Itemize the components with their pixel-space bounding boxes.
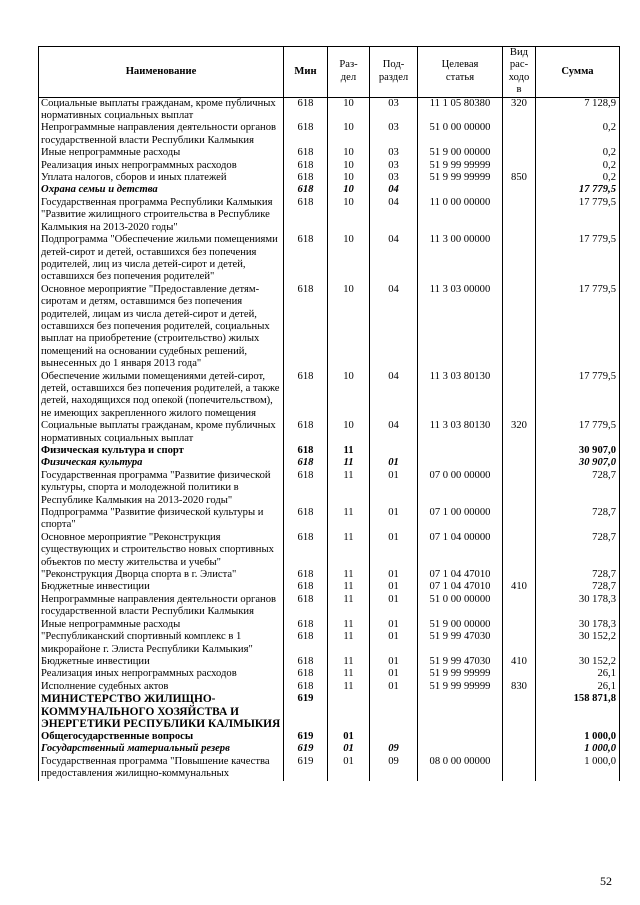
cell-target: 07 0 00 00000 xyxy=(418,470,503,507)
cell-podrazdel: 01 xyxy=(370,656,418,668)
table-row xyxy=(39,457,620,469)
table-row xyxy=(39,172,620,184)
cell-sum: 1 000,0 xyxy=(536,743,620,755)
cell-sum: 158 871,8 xyxy=(536,693,620,731)
cell-target xyxy=(418,731,503,743)
cell-name: Государственный материальный резерв xyxy=(39,743,284,755)
cell-min: 618 xyxy=(284,507,328,532)
cell-name: Исполнение судебных актов xyxy=(39,681,284,693)
cell-target: 07 1 04 00000 xyxy=(418,532,503,569)
cell-vid xyxy=(503,569,536,581)
cell-min: 618 xyxy=(284,619,328,631)
cell-vid: 410 xyxy=(503,656,536,668)
cell-name: Бюджетные инвестиции xyxy=(39,656,284,668)
cell-razdel: 01 xyxy=(328,743,370,755)
cell-razdel: 01 xyxy=(328,731,370,743)
cell-target: 51 9 99 99999 xyxy=(418,172,503,184)
cell-target xyxy=(418,743,503,755)
table-row xyxy=(39,234,620,284)
cell-min: 618 xyxy=(284,97,328,122)
cell-target: 11 3 03 80130 xyxy=(418,371,503,421)
cell-min: 618 xyxy=(284,581,328,593)
cell-sum: 728,7 xyxy=(536,470,620,507)
table-row xyxy=(39,731,620,743)
table-row xyxy=(39,147,620,159)
cell-razdel: 11 xyxy=(328,656,370,668)
cell-razdel: 10 xyxy=(328,420,370,445)
cell-name: Государственная программа "Развитие физической культуры, спорта и молодежной политики в Республике Калмыкия на 2013-2020 годы" xyxy=(39,470,284,507)
table-row xyxy=(39,631,620,656)
cell-vid xyxy=(503,457,536,469)
cell-target: 07 1 00 00000 xyxy=(418,507,503,532)
cell-razdel: 10 xyxy=(328,371,370,421)
cell-podrazdel: 03 xyxy=(370,97,418,122)
table-row xyxy=(39,619,620,631)
cell-target xyxy=(418,445,503,457)
cell-min: 618 xyxy=(284,470,328,507)
cell-vid xyxy=(503,668,536,680)
cell-sum: 0,2 xyxy=(536,147,620,159)
cell-podrazdel: 01 xyxy=(370,668,418,680)
table-row xyxy=(39,743,620,755)
cell-sum: 728,7 xyxy=(536,581,620,593)
cell-vid xyxy=(503,743,536,755)
cell-min: 619 xyxy=(284,693,328,731)
cell-name: Подпрограмма "Развитие физической культуры и спорта" xyxy=(39,507,284,532)
table-row xyxy=(39,681,620,693)
cell-name: Иные непрограммные расходы xyxy=(39,619,284,631)
cell-vid xyxy=(503,731,536,743)
cell-podrazdel: 01 xyxy=(370,594,418,619)
cell-sum: 0,2 xyxy=(536,172,620,184)
cell-target: 51 9 99 99999 xyxy=(418,681,503,693)
table-row xyxy=(39,569,620,581)
cell-podrazdel: 01 xyxy=(370,470,418,507)
cell-podrazdel: 03 xyxy=(370,147,418,159)
cell-target: 11 1 05 80380 xyxy=(418,97,503,122)
cell-razdel: 11 xyxy=(328,668,370,680)
header-min: Мин xyxy=(284,47,328,98)
header-podrazdel: Под- раздел xyxy=(370,47,418,98)
cell-vid: 320 xyxy=(503,97,536,122)
cell-min: 618 xyxy=(284,681,328,693)
cell-target: 51 9 00 00000 xyxy=(418,147,503,159)
cell-sum: 30 178,3 xyxy=(536,619,620,631)
cell-sum: 1 000,0 xyxy=(536,731,620,743)
cell-name: Обеспечение жилыми помещениями детей-сирот, детей, оставшихся без попечения родителей, а также детей, находящихся под опекой (попечительством), не имеющих закрепленного жилого помещения xyxy=(39,371,284,421)
cell-razdel: 10 xyxy=(328,197,370,234)
cell-target: 07 1 04 47010 xyxy=(418,581,503,593)
cell-sum: 26,1 xyxy=(536,681,620,693)
cell-min: 618 xyxy=(284,184,328,196)
cell-sum: 0,2 xyxy=(536,122,620,147)
header-name: Наименование xyxy=(39,47,284,98)
cell-name: Реализация иных непрограммных расходов xyxy=(39,668,284,680)
table-row xyxy=(39,594,620,619)
cell-podrazdel: 04 xyxy=(370,420,418,445)
table-row xyxy=(39,97,620,122)
table-row xyxy=(39,371,620,421)
cell-podrazdel: 01 xyxy=(370,631,418,656)
page-number: 52 xyxy=(600,874,612,888)
cell-name: Государственная программа "Повышение качества предоставления жилищно-коммунальных xyxy=(39,756,284,781)
cell-vid xyxy=(503,507,536,532)
cell-razdel: 11 xyxy=(328,619,370,631)
cell-razdel: 11 xyxy=(328,457,370,469)
cell-sum: 17 779,5 xyxy=(536,371,620,421)
cell-vid xyxy=(503,371,536,421)
cell-podrazdel: 01 xyxy=(370,457,418,469)
cell-vid xyxy=(503,619,536,631)
cell-min: 618 xyxy=(284,569,328,581)
table-row xyxy=(39,184,620,196)
cell-target: 08 0 00 00000 xyxy=(418,756,503,781)
cell-min: 618 xyxy=(284,284,328,371)
table-body xyxy=(39,97,620,780)
cell-name: Физическая культура xyxy=(39,457,284,469)
cell-vid xyxy=(503,122,536,147)
table-row xyxy=(39,284,620,371)
cell-razdel: 11 xyxy=(328,445,370,457)
cell-target xyxy=(418,457,503,469)
cell-vid xyxy=(503,160,536,172)
cell-podrazdel: 01 xyxy=(370,581,418,593)
cell-sum: 17 779,5 xyxy=(536,420,620,445)
cell-min: 618 xyxy=(284,420,328,445)
cell-vid xyxy=(503,234,536,284)
cell-name: МИНИСТЕРСТВО ЖИЛИЩНО-КОММУНАЛЬНОГО ХОЗЯЙСТВА И ЭНЕРГЕТИКИ РЕСПУБЛИКИ КАЛМЫКИЯ xyxy=(39,693,284,731)
cell-sum: 0,2 xyxy=(536,160,620,172)
cell-vid xyxy=(503,197,536,234)
cell-sum: 30 907,0 xyxy=(536,457,620,469)
cell-sum: 17 779,5 xyxy=(536,184,620,196)
cell-razdel: 10 xyxy=(328,122,370,147)
cell-podrazdel: 04 xyxy=(370,284,418,371)
cell-podrazdel: 04 xyxy=(370,371,418,421)
cell-name: Непрограммные направления деятельности органов государственной власти Республики Калмыкия xyxy=(39,122,284,147)
cell-target xyxy=(418,184,503,196)
cell-name: Иные непрограммные расходы xyxy=(39,147,284,159)
cell-name: Бюджетные инвестиции xyxy=(39,581,284,593)
cell-sum: 1 000,0 xyxy=(536,756,620,781)
cell-podrazdel xyxy=(370,693,418,731)
cell-name: Подпрограмма "Обеспечение жильми помещениями детей-сирот и детей, оставшихся без попечения родителей, лиц из числа детей-сирот и детей, оставшихся без попечения родителей" xyxy=(39,234,284,284)
cell-target: 07 1 04 47010 xyxy=(418,569,503,581)
cell-podrazdel: 01 xyxy=(370,619,418,631)
cell-podrazdel xyxy=(370,731,418,743)
cell-vid xyxy=(503,184,536,196)
cell-podrazdel: 04 xyxy=(370,234,418,284)
cell-razdel: 11 xyxy=(328,631,370,656)
cell-razdel: 11 xyxy=(328,507,370,532)
cell-min: 618 xyxy=(284,197,328,234)
cell-sum: 17 779,5 xyxy=(536,197,620,234)
cell-min: 619 xyxy=(284,743,328,755)
cell-podrazdel: 04 xyxy=(370,184,418,196)
cell-podrazdel: 03 xyxy=(370,172,418,184)
cell-vid xyxy=(503,147,536,159)
cell-razdel: 10 xyxy=(328,147,370,159)
table-row xyxy=(39,197,620,234)
table-row xyxy=(39,693,620,731)
cell-razdel: 11 xyxy=(328,470,370,507)
cell-vid xyxy=(503,594,536,619)
table-row xyxy=(39,656,620,668)
cell-sum: 728,7 xyxy=(536,507,620,532)
cell-razdel: 10 xyxy=(328,160,370,172)
cell-min: 618 xyxy=(284,160,328,172)
cell-target: 11 3 03 80130 xyxy=(418,420,503,445)
cell-name: Основное мероприятие "Предоставление детям-сиротам и детям, оставшимся без попечения родителей, лицам из числа детей-сирот и детей, оставшихся без попечения родителей, социальных выплат на приобретение (строительство) жилых помещений на основании судебных решений, вынесенных до 1 января 2013 года" xyxy=(39,284,284,371)
cell-name: Основное мероприятие "Реконструкция существующих и строительство новых спортивных объектов по месту жительства и учебы" xyxy=(39,532,284,569)
cell-min: 618 xyxy=(284,172,328,184)
cell-razdel: 11 xyxy=(328,581,370,593)
cell-target: 51 0 00 00000 xyxy=(418,594,503,619)
cell-min: 618 xyxy=(284,234,328,284)
cell-vid: 320 xyxy=(503,420,536,445)
cell-vid: 830 xyxy=(503,681,536,693)
cell-target: 51 9 99 99999 xyxy=(418,668,503,680)
cell-name: Общегосударственные вопросы xyxy=(39,731,284,743)
cell-name: Государственная программа Республики Калмыкия "Развитие жилищного строительства в Республике Калмыкия на 2013-2020 годы" xyxy=(39,197,284,234)
cell-razdel: 11 xyxy=(328,569,370,581)
cell-name: "Республиканский спортивный комплекс в 1 микрорайоне г. Элиста Республики Калмыкия" xyxy=(39,631,284,656)
cell-sum: 7 128,9 xyxy=(536,97,620,122)
cell-name: Социальные выплаты гражданам, кроме публичных нормативных социальных выплат xyxy=(39,420,284,445)
cell-razdel: 11 xyxy=(328,681,370,693)
cell-target: 11 3 03 00000 xyxy=(418,284,503,371)
cell-min: 618 xyxy=(284,532,328,569)
cell-podrazdel xyxy=(370,445,418,457)
cell-vid xyxy=(503,470,536,507)
header-sum: Сумма xyxy=(536,47,620,98)
table-row xyxy=(39,470,620,507)
header-vid: Вид рас- ходо в xyxy=(503,47,536,98)
cell-vid xyxy=(503,284,536,371)
cell-sum: 17 779,5 xyxy=(536,284,620,371)
cell-podrazdel: 09 xyxy=(370,756,418,781)
cell-min: 618 xyxy=(284,457,328,469)
cell-razdel: 10 xyxy=(328,172,370,184)
cell-sum: 30 907,0 xyxy=(536,445,620,457)
cell-razdel: 11 xyxy=(328,594,370,619)
cell-vid xyxy=(503,756,536,781)
table-row xyxy=(39,160,620,172)
cell-sum: 728,7 xyxy=(536,532,620,569)
cell-name: Реализация иных непрограммных расходов xyxy=(39,160,284,172)
cell-razdel: 10 xyxy=(328,234,370,284)
cell-name: Охрана семьи и детства xyxy=(39,184,284,196)
cell-sum: 30 152,2 xyxy=(536,656,620,668)
cell-min: 619 xyxy=(284,756,328,781)
cell-sum: 30 178,3 xyxy=(536,594,620,619)
budget-table-sheet xyxy=(38,46,619,781)
cell-podrazdel: 01 xyxy=(370,507,418,532)
cell-podrazdel: 09 xyxy=(370,743,418,755)
cell-razdel: 01 xyxy=(328,756,370,781)
cell-podrazdel: 01 xyxy=(370,681,418,693)
cell-podrazdel: 03 xyxy=(370,122,418,147)
table-row xyxy=(39,581,620,593)
cell-razdel: 11 xyxy=(328,532,370,569)
cell-sum: 728,7 xyxy=(536,569,620,581)
table-row xyxy=(39,532,620,569)
cell-min: 618 xyxy=(284,656,328,668)
cell-vid xyxy=(503,693,536,731)
table-row xyxy=(39,668,620,680)
cell-target: 11 0 00 00000 xyxy=(418,197,503,234)
cell-target xyxy=(418,693,503,731)
cell-min: 618 xyxy=(284,594,328,619)
cell-podrazdel: 04 xyxy=(370,197,418,234)
cell-target: 51 0 00 00000 xyxy=(418,122,503,147)
cell-sum: 26,1 xyxy=(536,668,620,680)
budget-table xyxy=(38,46,620,781)
cell-target: 51 9 00 00000 xyxy=(418,619,503,631)
table-header xyxy=(39,47,620,98)
cell-min: 618 xyxy=(284,445,328,457)
cell-min: 619 xyxy=(284,731,328,743)
cell-podrazdel: 01 xyxy=(370,569,418,581)
header-razdel: Раз- дел xyxy=(328,47,370,98)
cell-podrazdel: 01 xyxy=(370,532,418,569)
table-row xyxy=(39,445,620,457)
cell-vid xyxy=(503,445,536,457)
cell-name: Непрограммные направления деятельности органов государственной власти Республики Калмыкия xyxy=(39,594,284,619)
cell-target: 51 9 99 47030 xyxy=(418,656,503,668)
cell-min: 618 xyxy=(284,147,328,159)
cell-razdel: 10 xyxy=(328,284,370,371)
cell-target: 11 3 00 00000 xyxy=(418,234,503,284)
table-row xyxy=(39,122,620,147)
cell-name: Уплата налогов, сборов и иных платежей xyxy=(39,172,284,184)
cell-target: 51 9 99 47030 xyxy=(418,631,503,656)
cell-vid: 850 xyxy=(503,172,536,184)
cell-name: Социальные выплаты гражданам, кроме публичных нормативных социальных выплат xyxy=(39,97,284,122)
cell-min: 618 xyxy=(284,668,328,680)
cell-razdel: 10 xyxy=(328,97,370,122)
cell-name: "Реконструкция Дворца спорта в г. Элиста" xyxy=(39,569,284,581)
table-row xyxy=(39,756,620,781)
cell-vid xyxy=(503,532,536,569)
table-row xyxy=(39,420,620,445)
cell-target: 51 9 99 99999 xyxy=(418,160,503,172)
cell-min: 618 xyxy=(284,371,328,421)
cell-vid xyxy=(503,631,536,656)
cell-podrazdel: 03 xyxy=(370,160,418,172)
cell-name: Физическая культура и спорт xyxy=(39,445,284,457)
cell-sum: 17 779,5 xyxy=(536,234,620,284)
header-target: Целевая статья xyxy=(418,47,503,98)
cell-razdel xyxy=(328,693,370,731)
table-row xyxy=(39,507,620,532)
cell-razdel: 10 xyxy=(328,184,370,196)
cell-sum: 30 152,2 xyxy=(536,631,620,656)
cell-vid: 410 xyxy=(503,581,536,593)
cell-min: 618 xyxy=(284,122,328,147)
cell-min: 618 xyxy=(284,631,328,656)
